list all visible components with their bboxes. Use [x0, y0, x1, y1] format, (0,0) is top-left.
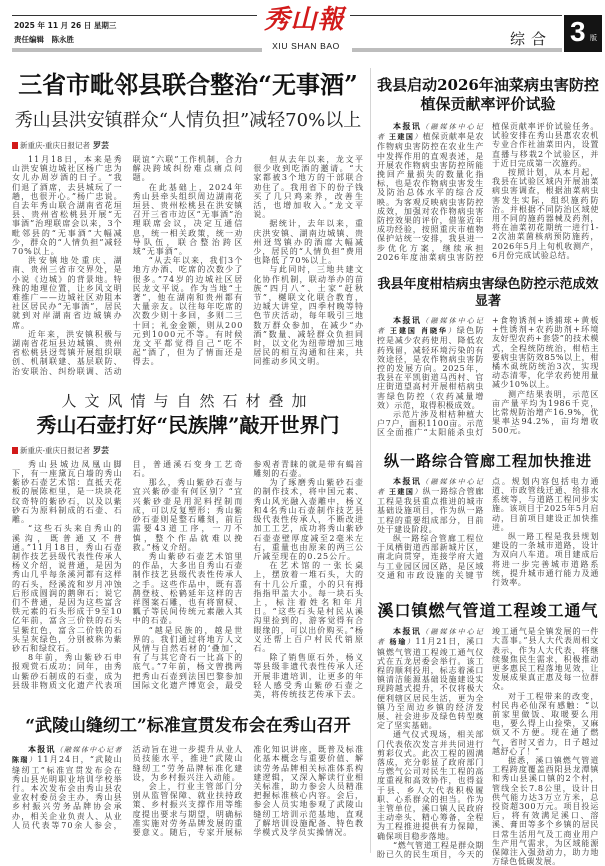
article-body-gallery	[377, 477, 599, 587]
article-body-rapeseed	[377, 122, 599, 262]
article-paragraph: “燃气管道工程是群众期盼已久的民生项目，今天的竣工通气是全镇发展的一件大喜事。”县人大代表周相文表示，作为人大代表，将继续聚焦民生需求，积极推动更多惠民工程落地见效，让发展成果真正惠及每一位群众。	[377, 627, 599, 859]
column-divider	[370, 68, 371, 853]
headline-rapeseed	[377, 76, 599, 114]
byline-name: 罗芸	[93, 140, 110, 150]
article-paragraph: 但从去年以来，龙文平很少收到吃酒的邀请。“大家都被3个地方的干部联合劝住了。我用省下的份子钱买了几只鸡来养，改善生活，也增加收入。”龙文平说。	[253, 155, 364, 220]
header-bar-left	[12, 48, 262, 52]
article-paragraph: 秀山县城边凤凰山脚下，有一座黛瓦白墙的秀山紫砂石壶艺术馆：直抵天花板的展陈柜里，是一块块花纹奇特的紫砂石，以及以紫砂石为原料制成的石壶、石雕。	[12, 459, 123, 525]
dateline-tag: 本报讯	[393, 121, 422, 131]
byline-name: 罗芸	[93, 444, 110, 455]
article-paragraph: 测产结果表明，示范区亩产量平均为1986千克，比常规防治增产16.9%，优果率达94.2%，亩均增收500元。	[492, 389, 599, 436]
dateline-tag: 本报讯	[393, 315, 422, 326]
lead-text: 11月21日，溪口镇燃气管道工程竣工通气仪式在五龙居委会举行。该工程的顺利投用，标志着溪口镇清洁能源基础设施建设实现跨越式提升，不仅将极大便利辖区居民生活，更为全镇乃至周边乡镇的经济发展、社会进步及绿色转型奠定了坚实基础。	[377, 637, 484, 731]
article-paragraph: 对于工程带来的改变，村民冉必仙深有感触：“以前家里做饭、取暖要么用电，要么得上山捡柴，又麻烦又不方便。现在通了燃气，省时又省力，日子越过越舒心了！”	[492, 691, 599, 756]
reporter-org: （融媒体中心记者	[377, 317, 484, 336]
masthead-logo: 秀山報	[263, 5, 345, 35]
article-paragraph: 为了琢磨秀山紫砂石壶的制作技术，将中国元素、秀山风光融入壶雕中，杨义和4名秀山石壶制作技艺县级代表性传承人，不断改进加工工艺，成功将秀山紫砂石壶壶壁厚度减至2毫米左右，重量也由原来的两三公斤减至现在的0.25公斤。	[253, 478, 364, 561]
article-body-citrus	[377, 316, 599, 438]
reporter-close: ）	[28, 756, 38, 765]
headline-line-2: 植保贡献率评价试验	[420, 95, 556, 113]
reporter-name: 王建国	[389, 132, 415, 142]
headline-gallery: 纵一路综合管廊工程加快推进	[383, 451, 592, 470]
article-body-wine	[12, 155, 364, 376]
issue-date: 2025 年 11 月 26 日 星期三	[14, 21, 117, 30]
article-paragraph: 据统计，去年以来，重庆洪安镇、湖南边城镇、贵州迓驾镇办的酒席大幅减少，居民的“人情负担”费用也降低了70%以上。	[253, 219, 364, 266]
subheadline-wine: 秀山县洪安镇群众“人情负担”减轻70%以上	[14, 110, 362, 131]
headline-line-1: 我县启动2026年油菜病虫害防控	[377, 76, 599, 94]
reporter-name: 王建国 肖晓华	[390, 326, 448, 336]
article-paragraph: 纵一路工程是我县规划建设的一条城市道路，设计为双向八车道。项目建成后将进一步完善城市道路系统，提升城市通行能力及通行效率。	[492, 531, 599, 587]
article-paragraph: 会上，行业主管部门分别从监管保障、就业扶持政策、乡村振兴支撑作用等维度提出要求与期望，明确标准实施对劳务品牌发展的重要意义。随后，专家开展标准化知识讲座，既普及标准化基本概念与重要价值、解读劳务品牌相关标准体系构建逻辑，又深入解读行业相关标准，助力参会人员精准把握标准核心内容。会后，参会人员实地参观了武陵山缝纫工培训示范基地，直观了解培训设施配备、特色教学模式及学员实操情况。	[132, 745, 364, 837]
lead-paragraph	[377, 477, 484, 534]
reporter-name: 杨瑜	[389, 637, 407, 647]
article-paragraph: “这些石头来自秀山的溪沟，既普通又不普通。”11月18日，秀山石壶制作技艺县级代表性传承人杨义介绍，说普通，是因为秀山几乎每条溪河都有这样的石头，经溪流和岁月冲蚀后形成圆润的鹅卵石；说它们不普通，是因为这些富含铁元素的石头形成于9至10亿年前，富含三价铁的石头呈紫红色，富含二价铁的石头呈灰绿色，分别被称为紫砂石和绿纹石。	[12, 524, 123, 653]
article-paragraph: 通气仪式现场，相关部门代表依次发言并共同进行剪彩仪式。此次工程的圆满落成，充分彰显了政府部门与燃气公司对民生工程的高度重视和高效协作，也得益于县、乡人大代表积极履职、心系群众的担当。作为主管单位，溪口镇人民政府主动牵头、精心筹备，全程为工程推进提供有力保障，确保项目稳步落地。	[377, 730, 484, 841]
lead-text: 绿色防控是减少农药使用、降低农药残留，减轻环境污染的有效途径，是农作物病虫害防控的发展方向。2025年，我县在平凯街道马西村、官庄街道望高村开展柑桔病虫害绿色防控（农药减量增效）示范，取得积极成效。	[377, 326, 484, 410]
article-paragraph: 按照计划，从本月起，我县在试验区域内开展油菜病虫害调查，根据油菜病虫害发生实际，组织施药防治。并根据不同防治区域使用不同的施药器械及药剂，将在油菜初花期统一进行1-2次油菜菌核病预防施药，2026年5月上旬机收测产，6月份完成试验总结。	[492, 168, 599, 260]
masthead-pinyin: XIU SHAN BAO	[272, 41, 340, 51]
article-paragraph: 与此同时，三地共建文化协作机制，联动举办的苗族“四月八”、土家“赶秋节”，樾联文化联合教育，边城大讲堂，四季村晚等特色节庆活动，每年吸引三地数万群众参加，在减少“办酒”数量、减轻群众负担同时，以文化为纽带增加三地居民的相互沟通和往来，共同推动乡风文明。	[253, 265, 364, 367]
byline-marker-icon	[12, 142, 18, 149]
editor-credit: 责任编辑 陈永胜	[14, 35, 74, 44]
byline-stone	[12, 445, 364, 456]
dateline-tag: 本报讯	[28, 744, 56, 755]
page-number-box	[564, 15, 602, 52]
reporter-name: 陈瑞	[12, 755, 29, 765]
lead-text: 植保贡献率是农作物病虫害防控在农业生产中发挥作用的直观表述，是开展农作物病虫害防控所能挽回产量损失的数量化指标，也是农作物病虫害发生及防治总体水平的综合反映。为客观反映病虫害防控成效，加强对农作物病虫害防控效果的评价，借鉴近年成功经验，按照重庆市植物保护站统一安排，我县进一步优化方案，继续承担2026年度油菜病虫害防控植保贡献率评价试验任务。试验安排在秀山县惠农农机专业合作社油菜田内，设置直播与移栽2个试验区，并于近日完成第一次施药。	[377, 122, 599, 262]
article-paragraph: 11月18日，本来是秀山洪安镇边城社区杨广忠为女儿办周岁酒的日子。“我们退了酒席，去县城玩了一趟，也很开心。”杨广忠说。自去年秀山联合湖南省花垣县、贵州省松桃县开展“无事酒”治理联席会以来，3个毗邻县的“无事酒”大幅减少，群众的“人情负担”减轻70%以上。	[12, 155, 123, 257]
headline-sewing: “武陵山缝纫工”标准宣贯发布会在秀山召开	[25, 716, 351, 737]
headline-citrus: 我县年度柑桔病虫害绿色防控示范成效显著	[377, 277, 599, 310]
reporter-name: 王建国	[389, 486, 415, 496]
left-column	[12, 70, 364, 837]
reporter-org: （融媒体中心记者	[55, 746, 123, 755]
dateline-tag: 本报讯	[393, 475, 422, 486]
article-body-sewing	[12, 745, 364, 837]
article-paragraph: “从去年以来，我们3个地方办酒、吃席的次数少了很多。”74岁的边城社区居民龙文平说。作为当地“土著”，他在湖南和贵州都有大量亲友。以往每年吃席的次数少则十多回，多则二三十回；礼金金额，则从200元到1000元不等。有时候龙文平都觉得自己“吃不起”酒了，但为了情面还是得去。	[132, 256, 244, 367]
header-rule-right	[350, 15, 562, 16]
kicker-stone: 人文风情与自然石材叠加	[61, 391, 315, 410]
article-paragraph: 在艺术馆的一张长桌上，摆放着一堆石头，大的有十几公斤重，小的只有拇指指甲盖大小。每一块石头上，标注着姓名和年月日。“这些石头是村民从溪沟里捡到的，游客觉得有合眼缘的，可以出价购买。”杨义还帮上百户村民代销原石。	[253, 561, 364, 653]
reporter-org: （融媒体中心记者	[377, 628, 484, 647]
reporter-close: ）	[406, 638, 416, 647]
reporter-close: ）	[414, 133, 423, 142]
article-body-stone	[12, 460, 364, 699]
byline-wine	[12, 140, 364, 151]
reporter-close: ）	[414, 487, 423, 496]
article-paragraph: 纵一路综合管廊工程位于凤栖街道西部新城片区，南北向贯穿，连接学府大道与工业园区园区路，是区域交通和市政设施的关键节点。规划内容包括电力通道、市政管线迁通、给排水系统等，与道路工程同步实施。该项目于2025年5月启动，目前项目建设正加快推进。	[377, 476, 599, 580]
article-paragraph: 近年来，洪安镇积极与湖南省花垣县边城镇、贵州省松桃县迓驾镇开展组织联创、机制联建、基层联防、治安联治、纠纷联调、活动联谊“六联”工作机制，合力解决跨域纠纷难点痛点问题。	[12, 155, 244, 376]
lead-paragraph	[377, 316, 484, 410]
lead-text: 纵一路综合管廊工程是我县重点推进的城市基础设施项目，作为纵一路工程的重要组成部分，目前处于建设阶段。	[377, 486, 484, 534]
article-paragraph: “越是民族的，越是世界的。我们通过将地方人文风情与自然石材的‘叠加’，有了与其它奇石一比高下的底气。”7年前，杨文曾携两把秀山石壶到法国巴黎参加国际文化遗产博览会，最受参观者青睐的就是带有蝎首雕刻的石壶。	[132, 459, 364, 690]
headline-gas: 溪口镇燃气管道工程竣工通气	[377, 601, 599, 621]
article-paragraph: 除了销售原石外，杨义等县级非遗代表性传承人还开展非遗培训，让更多的年轻人感受秀山紫砂石壶之美，将传统技艺传承下去。	[253, 653, 364, 699]
article-paragraph: 在此基础上，2024年秀山县牵头组织周边湖南花垣县、贵州松桃县在洪安镇召开三省市边区“无事酒”治理联席会议，决定互通信息，统一相关政策，统一劝导队伍，联合整治跨区域“无事酒”。	[132, 182, 244, 257]
article-paragraph: 据悉，溪口镇燃气管道工程跨度覆盖酉阳县龙潭镇和秀山县溪口镇的2个村，管线全长7.8公里，设计日供气能力达3万立方米，总投资超300万元。项目投运后，将有效满足溪口、溶溪、膏田等多个乡镇的居民日常生活用气及工商业用户生产用气需求，为区域能源保障注入强劲动力，助力地方绿色低碳发展。	[492, 755, 599, 866]
article-paragraph: 秀山紫砂石壶艺术馆里的作品，大多出自秀山石壶制作技艺县级代表性传承人之手。这些作品中，既有喜鹊登枝、松鹤延年这样的吉祥图案石雕，也有将窗棂、瓤子等民间传统元素融入其中的石壶。	[132, 551, 244, 626]
article-paragraph: 示范片涉及柑桔种植大户7户，面积1100亩。示范区全面推广“太阳能杀虫灯+食物诱剂+诱捕球+黄板+性诱剂+农药助剂+环境友好型农药+套袋”的技术模式，全程统防统治，柑桔主要病虫害防效85%以上，柑橘木虱统防统治3次，实现动态清零，化学农药使用量减少10%以上。	[377, 316, 599, 438]
headline-wine: 三省市毗邻县联合整治“无事酒”	[18, 70, 358, 99]
reporter-close: ）	[447, 327, 457, 336]
article-paragraph: 8年前，秀山紫砂石申报观赏石成功；同年，由秀山紫砂石制成的石壶，成为县级非物质文化遗产代表项目，普通溪石变身工艺奇石。	[12, 459, 244, 690]
section-name: 综合	[510, 30, 553, 48]
page-number: 3	[570, 16, 586, 47]
byline-org: 新重庆-重庆日报记者	[20, 445, 91, 455]
page-unit: 版	[590, 34, 597, 42]
reporter-org: （融媒体中心记者	[377, 477, 484, 496]
header-rule-left	[12, 15, 257, 16]
right-column	[377, 76, 599, 866]
lead-text: 11月24日，“武陵山缝纫工”标准宣贯发布会在秀山县光明职业培训学校举行。本次发布会由秀山县农业农村委员会主办，秀山县乡村振兴劳务品牌协会承办，相关企业负责人、从业人员代表等70余人参会，活动旨在进一步提升从业人员技能水平，推进“武陵山缝纫工”劳务品牌标准化建设，为乡村振兴注入动能。	[12, 745, 244, 830]
headline-stone: 秀山石壶打好“民族牌”敲开世界门	[36, 412, 340, 437]
article-body-gas	[377, 627, 599, 866]
byline-org: 新重庆-重庆日报记者	[20, 141, 91, 150]
reporter-org: （融媒体中心记者	[377, 123, 484, 142]
article-paragraph: 洪安镇地处重庆、湖南、贵州三省市交界处，是小说《边城》的背景地。特殊的地理位置，让乡风文明难推广——边城社区劝阻本社区居民办“无事酒”，居民就到对岸湖南省边城镇办席。	[12, 256, 123, 330]
dateline-tag: 本报讯	[393, 626, 422, 637]
lead-paragraph	[377, 627, 484, 730]
byline-marker-icon	[12, 447, 18, 454]
article-paragraph: 那么，秀山紫砂石壶与宜兴紫砂壶有何区别？“宜兴紫砂壶是用泥料捏制而成，可以反复塑形；秀山紫砂石壶则是整石雕刻，前后需要43道工序，一刀不慎，整个作品就难以挽救。”杨义介绍。	[132, 478, 244, 552]
